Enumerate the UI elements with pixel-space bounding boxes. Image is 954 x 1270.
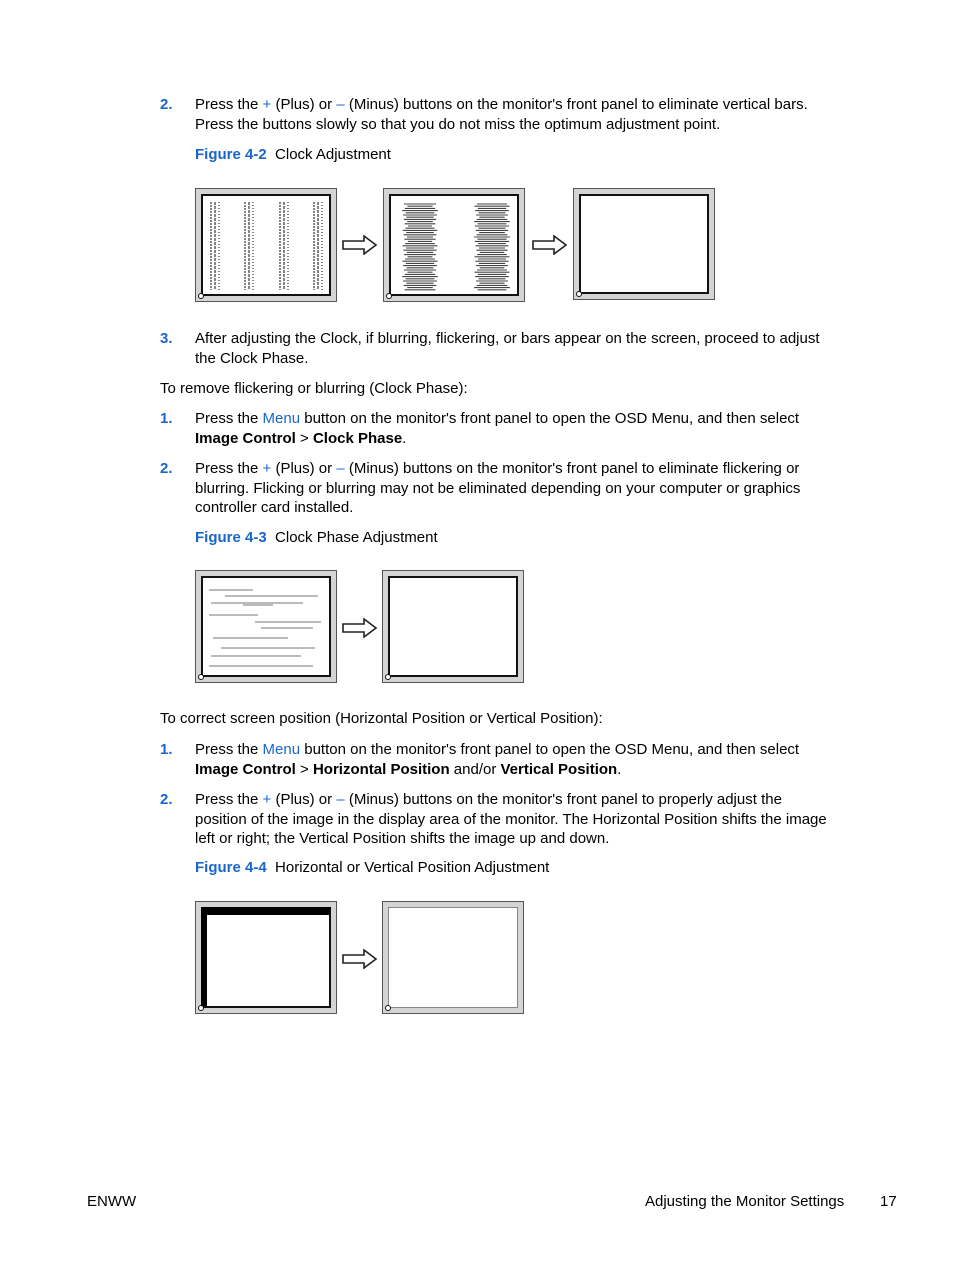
step-text: Press the + (Plus) or – (Minus) buttons on the monitor's front panel to eliminate flickering or blurring. Flicking or blurring may not be eliminated depending on your computer or graphics controller card installed.	[195, 460, 801, 516]
power-led-icon	[385, 674, 391, 680]
step-text: After adjusting the Clock, if blurring, flickering, or bars appear on the screen, proceed to adjust the Clock Phase.	[195, 330, 820, 367]
step-number: 2.	[160, 791, 173, 808]
step-text: Press the Menu button on the monitor's front panel to open the OSD Menu, and then select Image Control > Horizontal Position and/or Vertical Position.	[195, 741, 800, 778]
arrow-right-icon	[342, 618, 378, 638]
step-text: Press the + (Plus) or – (Minus) buttons on the monitor's front panel to properly adjust the position of the image in the display area of the monitor. The Horizontal Position shifts the image left or right; the Vertical Position shifts the image up and down.	[195, 791, 827, 847]
monitor-offset-image	[195, 901, 337, 1014]
power-led-icon	[576, 291, 582, 297]
figure-caption: Figure 4-3 Clock Phase Adjustment	[195, 529, 438, 546]
figure-caption: Figure 4-4 Horizontal or Vertical Position Adjustment	[195, 859, 550, 876]
menu-key: Menu	[262, 741, 301, 758]
step-text: Press the Menu button on the monitor's front panel to open the OSD Menu, and then select Image Control > Clock Phase.	[195, 410, 800, 447]
minus-key: –	[336, 460, 345, 477]
monitor-vertical-bars	[195, 188, 337, 302]
arrow-right-icon	[532, 235, 568, 255]
monitor-clear	[573, 188, 715, 300]
plus-key: +	[262, 460, 272, 477]
section-intro: To correct screen position (Horizontal Position or Vertical Position):	[160, 710, 603, 727]
step-text: Press the + (Plus) or – (Minus) buttons on the monitor's front panel to eliminate vertical bars. Press the buttons slowly so that you do not miss the optimum adjustment point.	[195, 96, 808, 133]
power-led-icon	[198, 293, 204, 299]
minus-key: –	[336, 96, 345, 113]
horizontal-noise-pattern	[391, 196, 519, 296]
menu-key: Menu	[262, 410, 301, 427]
step-number: 1.	[160, 741, 173, 758]
monitor-centered-image	[382, 901, 524, 1014]
power-led-icon	[386, 293, 392, 299]
blur-lines-pattern	[203, 578, 331, 678]
step-number: 1.	[160, 410, 173, 427]
arrow-right-icon	[342, 949, 378, 969]
plus-key: +	[262, 791, 272, 808]
arrow-right-icon	[342, 235, 378, 255]
footer-section: Adjusting the Monitor Settings	[645, 1193, 845, 1210]
monitor-blurred	[195, 570, 337, 683]
section-intro: To remove flickering or blurring (Clock Phase):	[160, 380, 468, 397]
step-number: 2.	[160, 460, 173, 477]
monitor-clear	[382, 570, 524, 683]
vertical-bars-pattern	[203, 196, 331, 296]
page-number: 17	[880, 1193, 897, 1210]
step-number: 3.	[160, 330, 173, 347]
monitor-horizontal-noise	[383, 188, 525, 302]
power-led-icon	[198, 1005, 204, 1011]
figure-caption: Figure 4-2 Clock Adjustment	[195, 146, 391, 163]
power-led-icon	[385, 1005, 391, 1011]
plus-key: +	[262, 96, 272, 113]
minus-key: –	[336, 791, 345, 808]
step-number: 2.	[160, 96, 173, 113]
footer-left: ENWW	[87, 1193, 137, 1210]
power-led-icon	[198, 674, 204, 680]
